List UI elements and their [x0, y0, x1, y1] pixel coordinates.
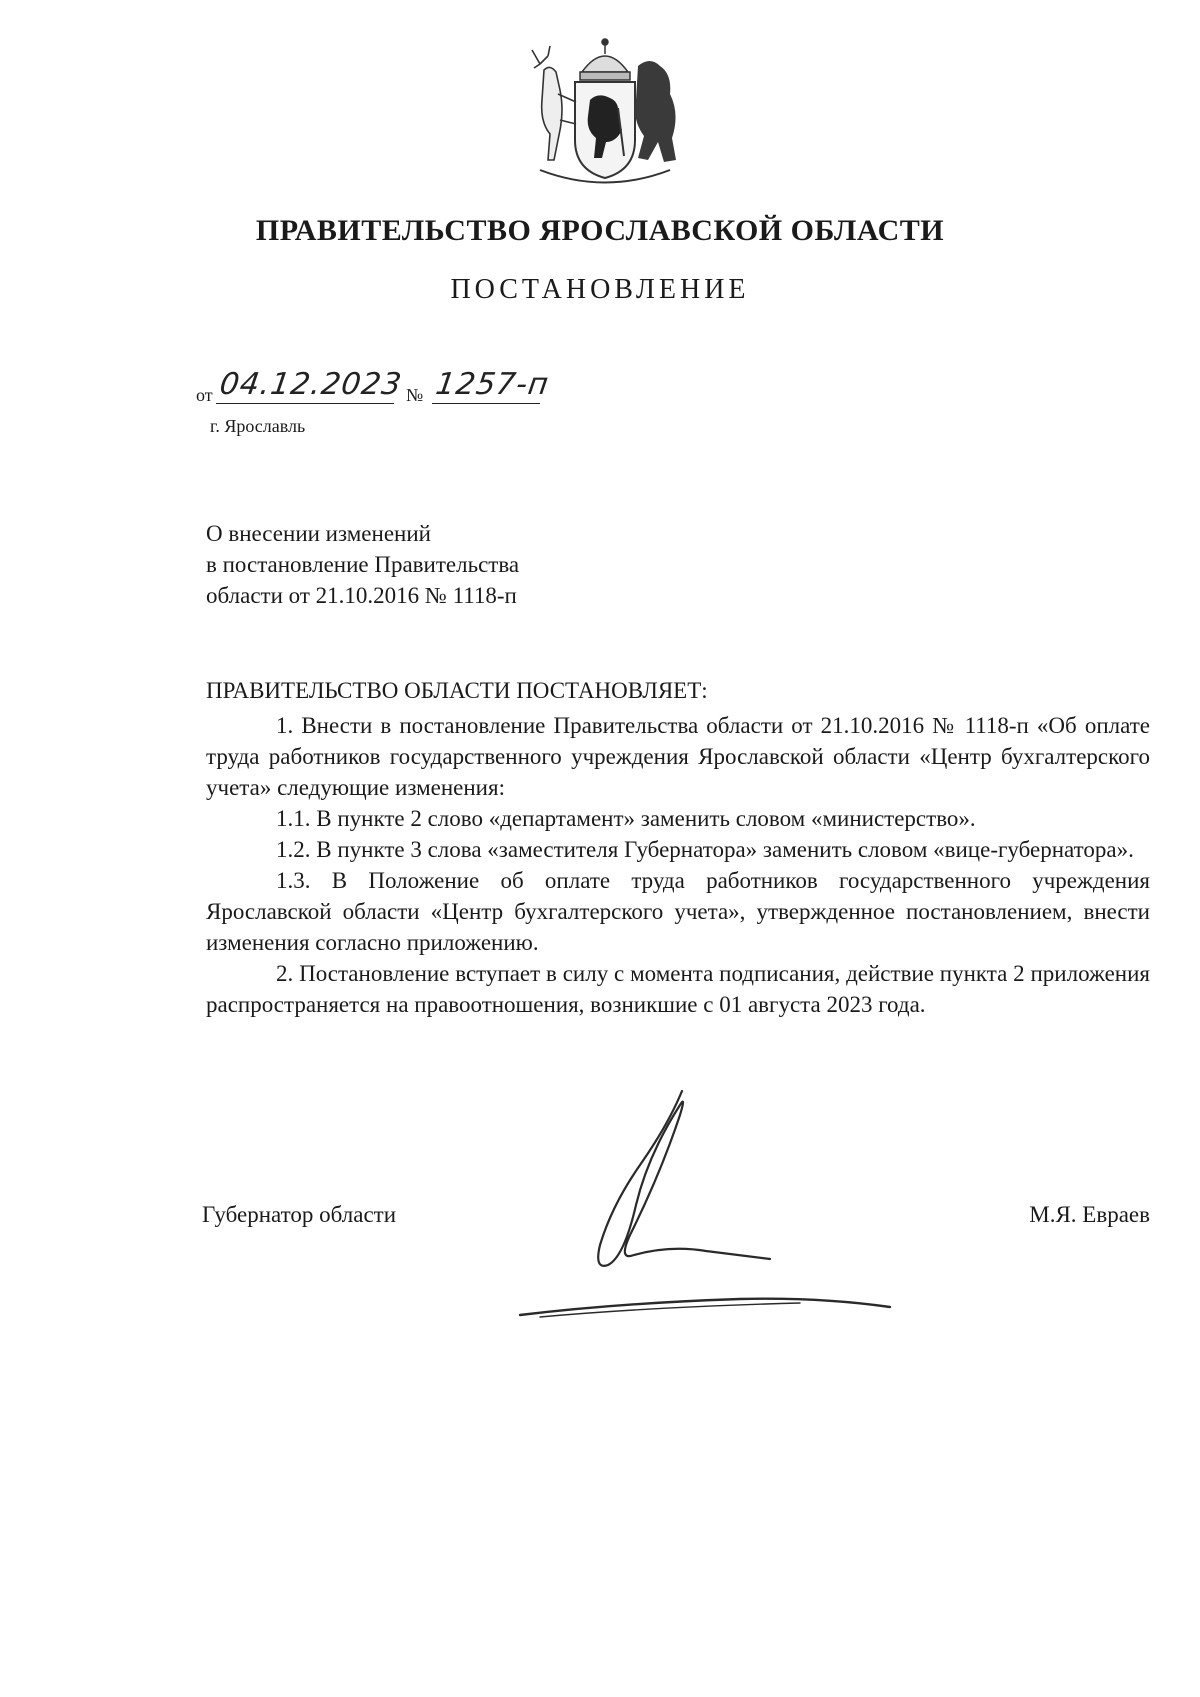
- subject-line: в постановление Правительства: [206, 552, 520, 577]
- number-handwritten: 1257-п: [433, 367, 552, 402]
- date-label: от: [196, 385, 213, 405]
- organization-title: ПРАВИТЕЛЬСТВО ЯРОСЛАВСКОЙ ОБЛАСТИ: [255, 214, 945, 247]
- paragraph: 1.2. В пункте 3 слова «заместителя Губернатора» заменить словом «вице-губернатора».: [276, 837, 1134, 862]
- registration-line: [196, 358, 676, 410]
- city: г. Ярославль: [210, 416, 306, 436]
- handwritten-signature: [500, 1085, 920, 1345]
- signer-name: М.Я. Евраев: [1029, 1202, 1150, 1227]
- subject-line: О внесении изменений: [206, 521, 431, 546]
- date-handwritten: 04.12.2023: [217, 367, 405, 402]
- number-label: №: [406, 385, 424, 405]
- subject-line: области от 21.10.2016 № 1118-п: [206, 583, 517, 608]
- number-underline: [432, 402, 540, 404]
- date-underline: [216, 402, 394, 404]
- paragraph: 1. Внести в постановление Правительства области от 21.10.2016 № 1118-п «Об оплате труда работников государственного учреждения Ярославской области «Центр бухгалтерского учета» следующие изменения:: [206, 713, 1150, 800]
- document-subject: [206, 518, 766, 611]
- signer-position: Губернатор области: [202, 1202, 397, 1227]
- paragraph: 1.3. В Положение об оплате труда работников государственного учреждения Ярославской области «Центр бухгалтерского учета», утвержденное постановлением, внести изменения согласно приложению.: [206, 868, 1150, 955]
- resolves-heading: ПРАВИТЕЛЬСТВО ОБЛАСТИ ПОСТАНОВЛЯЕТ:: [206, 678, 708, 703]
- document-type: ПОСТАНОВЛЕНИЕ: [450, 274, 750, 305]
- paragraph: 1.1. В пункте 2 слово «департамент» заменить словом «министерство».: [276, 806, 976, 831]
- paragraph: 2. Постановление вступает в силу с момента подписания, действие пункта 2 приложения распространяется на правоотношения, возникшие с 01 августа 2023 года.: [206, 961, 1150, 1017]
- coat-of-arms-emblem: [520, 30, 690, 190]
- document-body: [206, 710, 1150, 1020]
